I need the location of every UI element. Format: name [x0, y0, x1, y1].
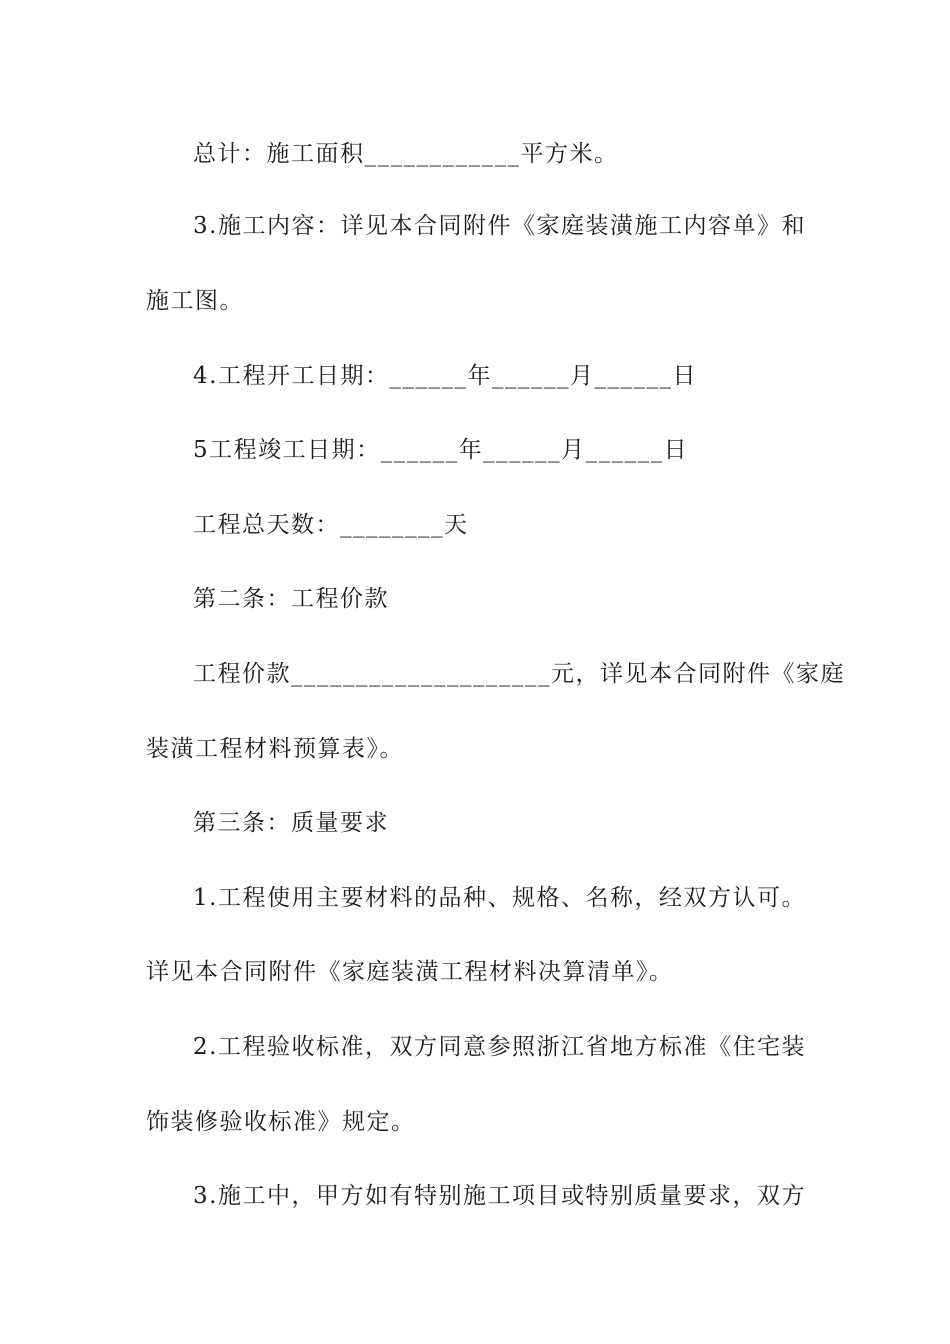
project-price-line: 工程价款____________________元，详见本合同附件《家庭	[193, 661, 845, 687]
start-date-line: 4.工程开工日期：______年______月______日	[193, 363, 697, 389]
construction-content-line: 3.施工内容：详见本合同附件《家庭装潢施工内容单》和	[193, 213, 806, 239]
material-clause-line: 1.工程使用主要材料的品种、规格、名称，经双方认可。	[193, 885, 806, 911]
article-two-heading: 第二条：工程价款	[193, 586, 389, 612]
special-requirements-line: 3.施工中，甲方如有特别施工项目或特别质量要求，双方	[193, 1183, 806, 1209]
project-price-continued: 装潢工程材料预算表》。	[146, 736, 404, 762]
acceptance-standard-continued: 饰装修验收标准》规定。	[146, 1109, 416, 1135]
acceptance-standard-line: 2.工程验收标准，双方同意参照浙江省地方标准《住宅装	[193, 1034, 806, 1060]
article-three-heading: 第三条：质量要求	[193, 810, 389, 836]
construction-content-continued: 施工图。	[146, 288, 244, 314]
material-clause-continued: 详见本合同附件《家庭装潢工程材料决算清单》。	[146, 959, 674, 985]
total-area-line: 总计：施工面积____________平方米。	[193, 141, 619, 167]
completion-date-line: 5工程竣工日期：______年______月______日	[193, 437, 689, 463]
total-days-line: 工程总天数：________天	[193, 512, 469, 538]
